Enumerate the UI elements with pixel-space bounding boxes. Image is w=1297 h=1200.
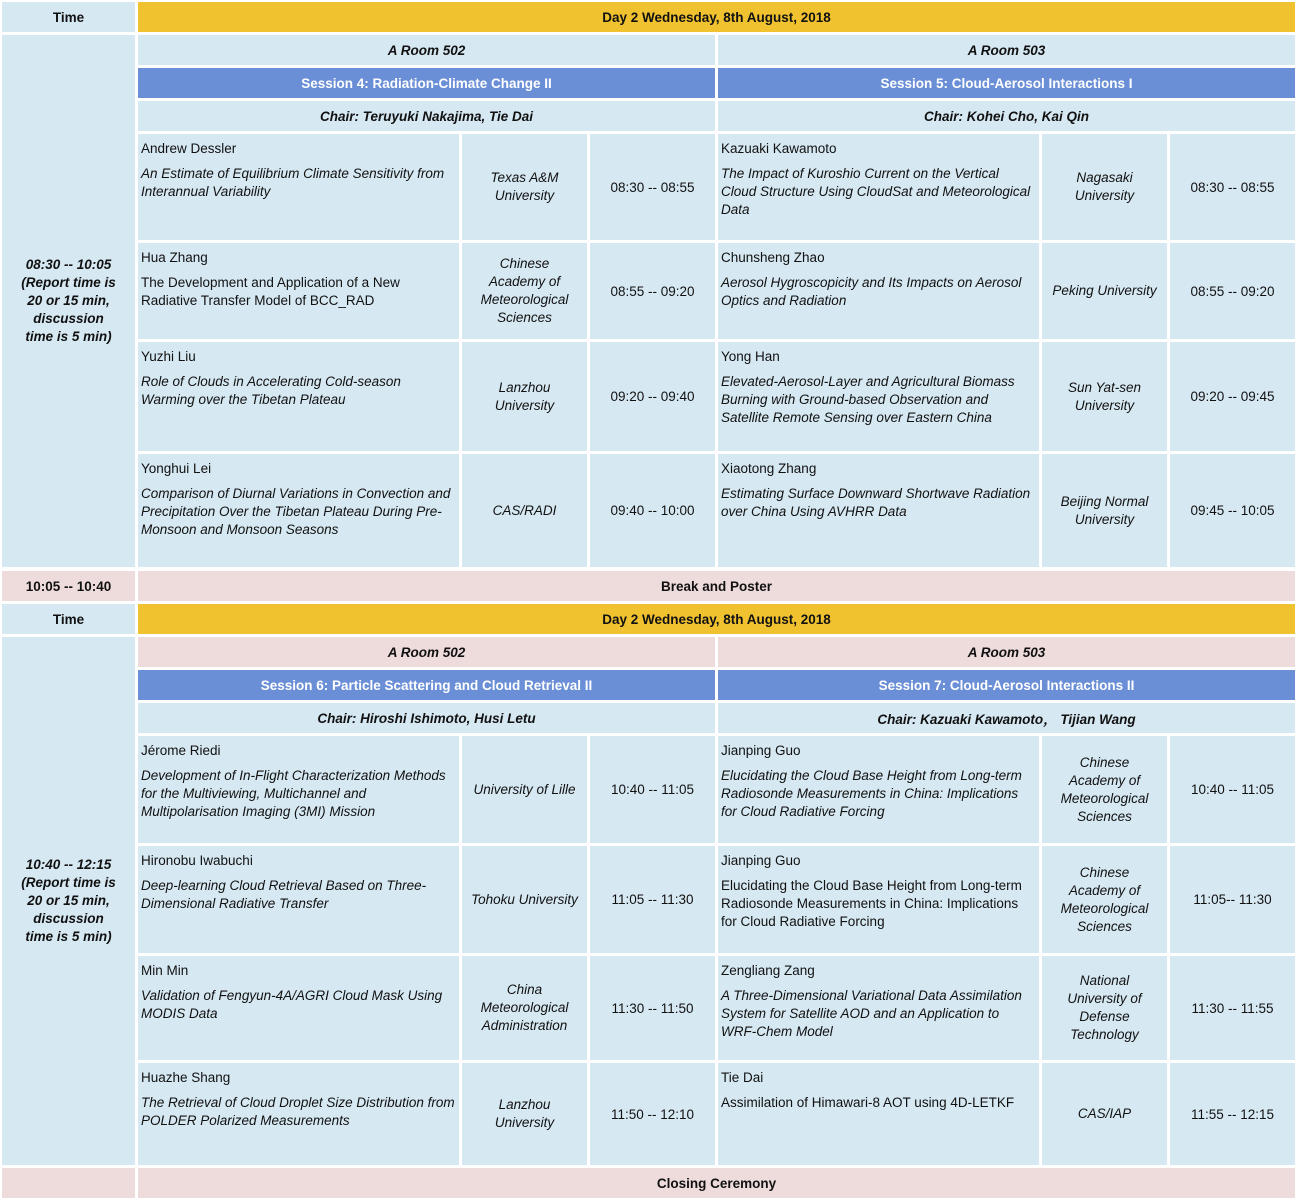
time-range-line: 10:40 -- 12:15 bbox=[25, 857, 112, 872]
presentation-cell bbox=[718, 342, 1039, 451]
session-header: Session 4: Radiation-Climate Change II bbox=[138, 68, 715, 98]
institution-cell: Tohoku University bbox=[462, 846, 587, 953]
time-slot-cell: 08:55 -- 09:20 bbox=[1170, 243, 1295, 339]
speaker-name: Jérome Riedi bbox=[141, 743, 221, 758]
institution-cell: Texas A&M University bbox=[462, 134, 587, 240]
time-range-cell bbox=[2, 637, 135, 1165]
time-range-line: discussion bbox=[33, 311, 104, 326]
day-header: Day 2 Wednesday, 8th August, 2018 bbox=[138, 604, 1295, 634]
speaker-name: Min Min bbox=[141, 963, 189, 978]
institution-cell: China Meteorological Administration bbox=[462, 956, 587, 1060]
session-header: Session 7: Cloud-Aerosol Interactions II bbox=[718, 670, 1295, 700]
speaker-name: Yong Han bbox=[721, 349, 780, 364]
talk-title: Development of In-Flight Characterization Methods for the Multiviewing, Multichannel and Multipolarisation Imaging (3MI) Mission bbox=[141, 768, 446, 819]
speaker-name: Andrew Dessler bbox=[141, 141, 237, 156]
institution-cell: Chinese Academy of Meteorological Sciences bbox=[1042, 846, 1167, 953]
room-header: A Room 502 bbox=[138, 35, 715, 65]
institution-cell: Chinese Academy of Meteorological Sciences bbox=[462, 243, 587, 339]
time-slot-cell: 11:30 -- 11:50 bbox=[590, 956, 715, 1060]
presentation-cell bbox=[138, 736, 459, 843]
time-slot-cell: 11:50 -- 12:10 bbox=[590, 1063, 715, 1165]
speaker-name: Yonghui Lei bbox=[141, 461, 212, 476]
institution-cell: Chinese Academy of Meteorological Sciences bbox=[1042, 736, 1167, 843]
institution-cell: Sun Yat-sen University bbox=[1042, 342, 1167, 451]
time-slot-cell: 11:30 -- 11:55 bbox=[1170, 956, 1295, 1060]
day-header: Day 2 Wednesday, 8th August, 2018 bbox=[138, 2, 1295, 32]
closing-ceremony: Closing Ceremony bbox=[138, 1168, 1295, 1198]
institution-cell: Nagasaki University bbox=[1042, 134, 1167, 240]
time-range-line: 20 or 15 min, bbox=[27, 893, 110, 908]
institution-cell: Lanzhou University bbox=[462, 342, 587, 451]
speaker-name: Zengliang Zang bbox=[721, 963, 815, 978]
room-header: A Room 502 bbox=[138, 637, 715, 667]
institution-cell: Peking University bbox=[1042, 243, 1167, 339]
talk-title: Elevated-Aerosol-Layer and Agricultural Biomass Burning with Ground-based Observation and Satellite Remote Sensing over Eastern China bbox=[721, 374, 1015, 425]
time-slot-cell: 08:30 -- 08:55 bbox=[1170, 134, 1295, 240]
time-header: Time bbox=[2, 604, 135, 634]
talk-title: Estimating Surface Downward Shortwave Radiation over China Using AVHRR Data bbox=[721, 486, 1031, 519]
chair-header: Chair: Hiroshi Ishimoto, Husi Letu bbox=[138, 703, 715, 733]
speaker-name: Hironobu Iwabuchi bbox=[141, 853, 253, 868]
talk-title: Assimilation of Himawari-8 AOT using 4D-LETKF bbox=[721, 1095, 1015, 1110]
time-slot-cell: 10:40 -- 11:05 bbox=[590, 736, 715, 843]
presentation-cell bbox=[718, 846, 1039, 953]
time-slot-cell: 08:55 -- 09:20 bbox=[590, 243, 715, 339]
time-range-line: (Report time is bbox=[21, 275, 116, 290]
time-range-line: 08:30 -- 10:05 bbox=[25, 257, 112, 272]
presentation-cell bbox=[718, 243, 1039, 339]
speaker-name: Chunsheng Zhao bbox=[721, 250, 825, 265]
time-header: Time bbox=[2, 2, 135, 32]
institution-cell: CAS/RADI bbox=[462, 454, 587, 567]
institution-cell: CAS/IAP bbox=[1042, 1063, 1167, 1165]
talk-title: The Retrieval of Cloud Droplet Size Distribution from POLDER Polarized Measurements bbox=[141, 1095, 455, 1128]
institution-cell: University of Lille bbox=[462, 736, 587, 843]
speaker-name: Yuzhi Liu bbox=[141, 349, 196, 364]
talk-title: Comparison of Diurnal Variations in Convection and Precipitation Over the Tibetan Plateau During Pre-Monsoon and Monsoon Seasons bbox=[141, 486, 451, 537]
talk-title: The Development and Application of a New Radiative Transfer Model of BCC_RAD bbox=[141, 275, 400, 308]
time-slot-cell: 09:45 -- 10:05 bbox=[1170, 454, 1295, 567]
talk-title: Elucidating the Cloud Base Height from Long-term Radiosonde Measurements in China: Implications for Cloud Radiative Forcing bbox=[721, 768, 1022, 819]
talk-title: Validation of Fengyun-4A/AGRI Cloud Mask Using MODIS Data bbox=[141, 988, 443, 1021]
chair-header: Chair: Kohei Cho, Kai Qin bbox=[718, 101, 1295, 131]
closing-left-cell bbox=[2, 1168, 135, 1198]
presentation-cell bbox=[718, 134, 1039, 240]
talk-title: Elucidating the Cloud Base Height from Long-term Radiosonde Measurements in China: Implications for Cloud Radiative Forcing bbox=[721, 878, 1022, 929]
time-range-line: 20 or 15 min, bbox=[27, 293, 110, 308]
talk-title: A Three-Dimensional Variational Data Assimilation System for Satellite AOD and an Application to WRF-Chem Model bbox=[721, 988, 1022, 1039]
presentation-cell bbox=[718, 956, 1039, 1060]
presentation-cell bbox=[138, 342, 459, 451]
presentation-cell bbox=[138, 243, 459, 339]
talk-title: Aerosol Hygroscopicity and Its Impacts on Aerosol Optics and Radiation bbox=[721, 275, 1022, 308]
time-range-line: time is 5 min) bbox=[25, 929, 112, 944]
time-slot-cell: 09:40 -- 10:00 bbox=[590, 454, 715, 567]
presentation-cell bbox=[138, 134, 459, 240]
presentation-cell bbox=[138, 956, 459, 1060]
speaker-name: Hua Zhang bbox=[141, 250, 208, 265]
presentation-cell bbox=[718, 736, 1039, 843]
speaker-name: Tie Dai bbox=[721, 1070, 764, 1085]
chair-header: Chair: Kazuaki Kawamoto， Tijian Wang bbox=[718, 703, 1295, 733]
time-range-line: time is 5 min) bbox=[25, 329, 112, 344]
time-slot-cell: 09:20 -- 09:40 bbox=[590, 342, 715, 451]
time-range-line: (Report time is bbox=[21, 875, 116, 890]
presentation-cell bbox=[138, 846, 459, 953]
session-header: Session 5: Cloud-Aerosol Interactions I bbox=[718, 68, 1295, 98]
time-slot-cell: 10:40 -- 11:05 bbox=[1170, 736, 1295, 843]
time-slot-cell: 11:05-- 11:30 bbox=[1170, 846, 1295, 953]
talk-title: The Impact of Kuroshio Current on the Vertical Cloud Structure Using CloudSat and Meteorological Data bbox=[721, 166, 1031, 217]
break-label: Break and Poster bbox=[138, 571, 1295, 601]
talk-title: Deep-learning Cloud Retrieval Based on Three-Dimensional Radiative Transfer bbox=[141, 878, 427, 911]
time-slot-cell: 08:30 -- 08:55 bbox=[590, 134, 715, 240]
speaker-name: Jianping Guo bbox=[721, 743, 801, 758]
time-slot-cell: 11:55 -- 12:15 bbox=[1170, 1063, 1295, 1165]
time-range-line: discussion bbox=[33, 911, 104, 926]
talk-title: An Estimate of Equilibrium Climate Sensitivity from Interannual Variability bbox=[141, 166, 445, 199]
institution-cell: National University of Defense Technology bbox=[1042, 956, 1167, 1060]
time-range-cell bbox=[2, 35, 135, 567]
presentation-cell bbox=[138, 1063, 459, 1165]
speaker-name: Xiaotong Zhang bbox=[721, 461, 817, 476]
speaker-name: Huazhe Shang bbox=[141, 1070, 231, 1085]
institution-cell: Lanzhou University bbox=[462, 1063, 587, 1165]
room-header: A Room 503 bbox=[718, 35, 1295, 65]
institution-cell: Beijing Normal University bbox=[1042, 454, 1167, 567]
session-header: Session 6: Particle Scattering and Cloud Retrieval II bbox=[138, 670, 715, 700]
presentation-cell bbox=[138, 454, 459, 567]
time-slot-cell: 09:20 -- 09:45 bbox=[1170, 342, 1295, 451]
presentation-cell bbox=[718, 454, 1039, 567]
speaker-name: Kazuaki Kawamoto bbox=[721, 141, 837, 156]
room-header: A Room 503 bbox=[718, 637, 1295, 667]
talk-title: Role of Clouds in Accelerating Cold-season Warming over the Tibetan Plateau bbox=[141, 374, 401, 407]
speaker-name: Jianping Guo bbox=[721, 853, 801, 868]
break-time: 10:05 -- 10:40 bbox=[2, 571, 135, 601]
chair-header: Chair: Teruyuki Nakajima, Tie Dai bbox=[138, 101, 715, 131]
time-slot-cell: 11:05 -- 11:30 bbox=[590, 846, 715, 953]
presentation-cell bbox=[718, 1063, 1039, 1165]
